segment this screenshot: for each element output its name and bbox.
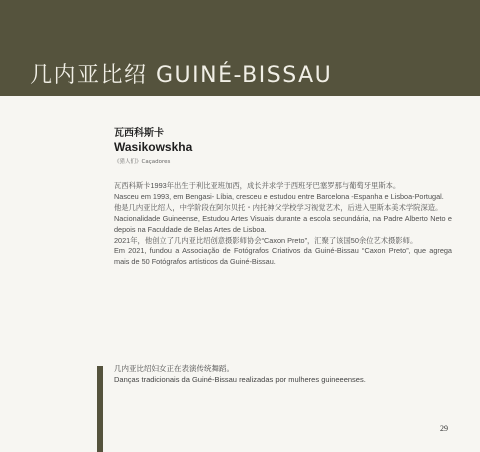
author-block bbox=[114, 127, 192, 166]
bio-paragraph: Em 2021, fundou a Associação de Fotógrafos Criativos da Guiné-Bissau “Caxon Preto”, que agrega mais de 50 Fotógrafos artísticos da Guiné-Bissau. bbox=[114, 246, 452, 267]
biography-text bbox=[114, 181, 452, 268]
caption-portuguese: Danças tradicionais da Guiné-Bissau realizadas por mulheres guineeenses. bbox=[114, 375, 366, 384]
bio-paragraph: 2021年，他创立了几内亚比绍创意摄影师协会“Caxon Preto”，汇聚了该国50余位艺术摄影师。 bbox=[114, 235, 418, 245]
bio-paragraph: 瓦西科斯卡1993年出生于利比亚班加西，成长并求学于西班牙巴塞罗那与葡萄牙里斯本。 bbox=[114, 181, 401, 190]
photo-caption bbox=[114, 363, 444, 385]
author-subtitle: 《猎人们》Caçadores bbox=[114, 159, 171, 165]
bio-paragraph: Nasceu em 1993, em Bengasi- Líbia, cresceu e estudou entre Barcelona -Espanha e Lisboa-Portugal. bbox=[114, 191, 444, 201]
bio-paragraph: Nacionalidade Guineense, Estudou Artes Visuais durante a escola secundária, na Padre Alberto Neto e depois na Faculdade de Belas Artes de Lisboa. bbox=[114, 213, 452, 234]
page-title: 几内亚比绍 GUINÉ-BISSAU bbox=[30, 63, 333, 88]
author-name: Wasikowskha bbox=[114, 140, 193, 154]
page-number: 29 bbox=[440, 424, 448, 433]
header-banner bbox=[0, 0, 480, 96]
author-name-chinese: 瓦西科斯卡 bbox=[114, 128, 164, 139]
caption-chinese: 几内亚比绍妇女正在表演传统舞蹈。 bbox=[114, 364, 234, 373]
caption-accent-bar bbox=[97, 366, 103, 452]
bio-paragraph: 他是几内亚比绍人，中学阶段在阿尔贝托・内托神父学校学习视觉艺术，后进入里斯本美术学院深造。 bbox=[114, 202, 443, 212]
